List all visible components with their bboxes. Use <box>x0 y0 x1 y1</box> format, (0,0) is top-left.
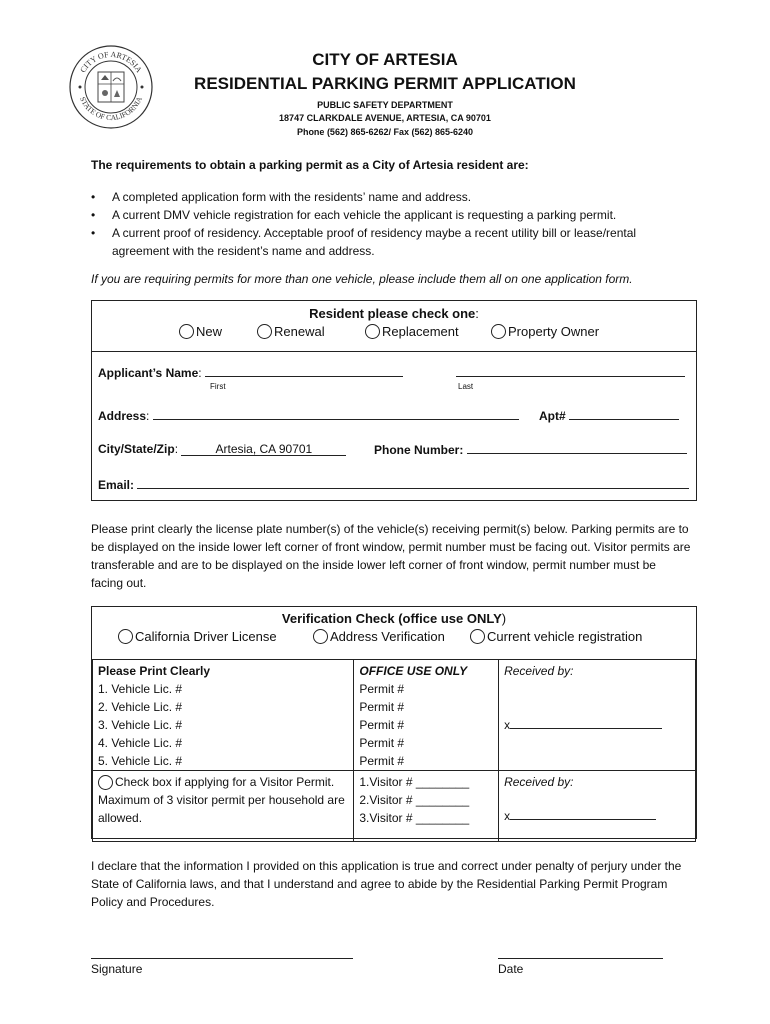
visitor-permit-2[interactable]: 2.Visitor # ________ <box>359 793 470 807</box>
verify-registration[interactable]: Current vehicle registration <box>470 629 642 644</box>
permit-2[interactable]: Permit # <box>359 700 405 714</box>
permit-5[interactable]: Permit # <box>359 754 405 768</box>
received-by-line-2[interactable]: x <box>504 807 690 825</box>
verify-address[interactable]: Address Verification <box>313 629 445 644</box>
plate-instructions: Please print clearly the license plate number(s) of the vehicle(s) receiving permit(s) below. Parking permits are to be displayed on the inside lower left corner of front window, permit number must be facing out. Visitor permits are transferable and are to be displayed on the inside lower left corner of front window, permit number must be facing out. <box>91 522 691 590</box>
col-header-print: Please Print Clearly <box>98 664 211 678</box>
address-field[interactable] <box>153 408 519 420</box>
address-row: Address: <box>98 408 519 423</box>
phone-row: Phone Number: <box>374 442 687 457</box>
multi-vehicle-note: If you are requiring permits for more than one vehicle, please include them all on one application form. <box>91 272 633 286</box>
verify-driver-license[interactable]: California Driver License <box>118 629 277 644</box>
form-title: RESIDENTIAL PARKING PERMIT APPLICATION <box>194 74 576 93</box>
radio-icon[interactable] <box>470 629 485 644</box>
last-name-field[interactable] <box>456 365 685 377</box>
radio-icon[interactable] <box>98 775 113 790</box>
radio-icon[interactable] <box>365 324 380 339</box>
resident-check-heading: Resident please check one: <box>309 306 479 321</box>
last-label: Last <box>458 382 474 391</box>
radio-icon[interactable] <box>313 629 328 644</box>
city-state-zip-row: City/State/Zip: Artesia, CA 90701 <box>98 442 346 456</box>
visitor-permit-1[interactable]: 1.Visitor # ________ <box>359 775 470 789</box>
department-address: 18747 CLARKDALE AVENUE, ARTESIA, CA 90701 <box>279 113 491 123</box>
visitor-permit-3[interactable]: 3.Visitor # ________ <box>359 811 470 825</box>
requirement-item: • A current DMV vehicle registration for each vehicle the applicant is requesting a parking permit. <box>91 206 691 224</box>
department: PUBLIC SAFETY DEPARTMENT <box>317 100 453 110</box>
city-name: CITY OF ARTESIA <box>312 50 458 69</box>
declaration: I declare that the information I provided on this application is true and correct under penalty of perjury under the State of California laws, and that I understand and agree to abide by the Residential Parking Permit Program Policy and Procedures. <box>91 859 682 909</box>
option-replacement[interactable]: Replacement <box>365 324 459 339</box>
signature-line[interactable] <box>91 958 353 959</box>
col-header-office: OFFICE USE ONLY <box>359 664 468 678</box>
verification-heading: Verification Check (office use ONLY) <box>281 611 507 626</box>
email-field[interactable] <box>137 477 689 489</box>
visitor-permit-checkbox-row[interactable]: Check box if applying for a Visitor Permit. <box>98 773 348 791</box>
received-by-line-1[interactable]: x <box>504 716 690 734</box>
first-label: First <box>210 382 226 391</box>
divider <box>92 351 696 352</box>
seal-text-top: CITY OF ARTESIA <box>78 49 144 75</box>
permit-4[interactable]: Permit # <box>359 736 405 750</box>
verification-section <box>91 606 697 839</box>
seal-text-bottom: STATE OF CALIFORNIA <box>78 95 144 123</box>
applicant-name-row: Applicant’s Name: <box>98 365 403 380</box>
vehicle-table <box>92 659 696 842</box>
requirements-list <box>91 188 691 260</box>
vehicle-lic-1[interactable]: 1. Vehicle Lic. # <box>98 682 183 696</box>
requirement-item: • A completed application form with the residents’ name and address. <box>91 188 691 206</box>
option-property-owner[interactable]: Property Owner <box>491 324 599 339</box>
date-label: Date <box>498 962 524 976</box>
department-phone: Phone (562) 865-6262/ Fax (562) 865-6240 <box>296 127 474 137</box>
resident-section <box>91 300 697 501</box>
apt-field[interactable] <box>569 408 679 420</box>
first-name-field[interactable] <box>205 365 403 377</box>
radio-icon[interactable] <box>179 324 194 339</box>
visitor-max-note: Maximum of 3 visitor permit per household are allowed. <box>98 793 345 825</box>
vehicle-lic-4[interactable]: 4. Vehicle Lic. # <box>98 736 183 750</box>
permit-1[interactable]: Permit # <box>359 682 405 696</box>
option-renewal[interactable]: Renewal <box>257 324 325 339</box>
vehicle-lic-3[interactable]: 3. Vehicle Lic. # <box>98 718 183 732</box>
option-new[interactable]: New <box>179 324 222 339</box>
date-line[interactable] <box>498 958 663 959</box>
signature-label: Signature <box>91 962 143 976</box>
vehicle-lic-5[interactable]: 5. Vehicle Lic. # <box>98 754 183 768</box>
email-row: Email: <box>98 477 689 492</box>
table-row <box>93 660 696 771</box>
permit-3[interactable]: Permit # <box>359 718 405 732</box>
received-by-label-2: Received by: <box>504 775 574 789</box>
vehicle-lic-2[interactable]: 2. Vehicle Lic. # <box>98 700 183 714</box>
requirements-intro: The requirements to obtain a parking permit as a City of Artesia resident are: <box>91 158 529 172</box>
phone-field[interactable] <box>467 442 687 454</box>
requirement-item: • A current proof of residency. Acceptable proof of residency maybe a recent utility bill or lease/rental agreement with the resident’s name and address. <box>91 224 691 260</box>
radio-icon[interactable] <box>118 629 133 644</box>
radio-icon[interactable] <box>491 324 506 339</box>
table-row <box>93 771 696 842</box>
radio-icon[interactable] <box>257 324 272 339</box>
apt-row: Apt# <box>539 408 679 423</box>
city-state-zip-field[interactable]: Artesia, CA 90701 <box>181 442 346 456</box>
col-header-received: Received by: <box>504 664 574 678</box>
